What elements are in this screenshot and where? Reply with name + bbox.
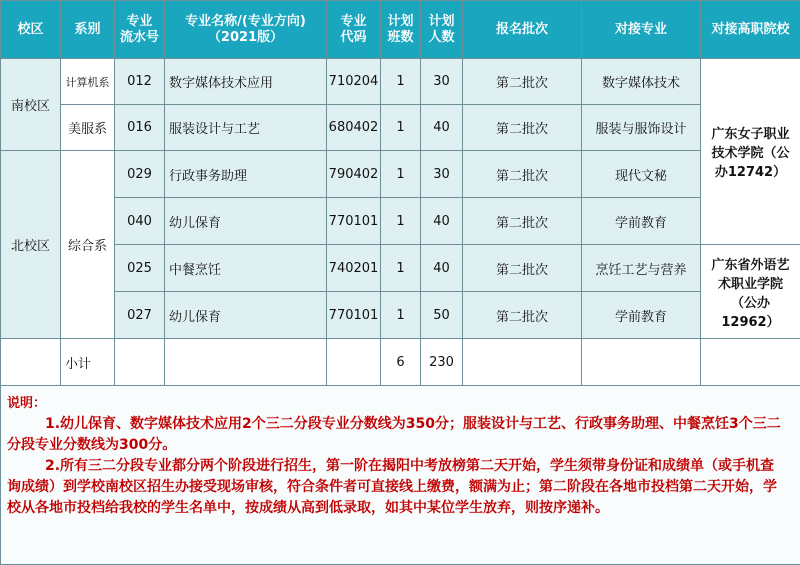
- target-major-cell: 学前教育: [582, 198, 701, 245]
- campus-cell: 南校区: [1, 59, 61, 151]
- serial-cell: 040: [115, 198, 165, 245]
- header-batch: 报名批次: [463, 1, 582, 59]
- target-major-cell: 烹饪工艺与营养: [582, 245, 701, 292]
- batch-cell: 第二批次: [463, 198, 582, 245]
- dept-cell: 综合系: [61, 151, 115, 339]
- major-cell: 幼儿保育: [165, 198, 327, 245]
- target-major-cell: 现代文秘: [582, 151, 701, 198]
- people-cell: 30: [421, 151, 463, 198]
- classes-cell: 1: [381, 292, 421, 339]
- target-school-cell: [701, 245, 800, 339]
- empty-cell: [1, 339, 61, 386]
- header-serial: 专业 流水号: [115, 1, 165, 59]
- header-target-school: 对接高职院校: [701, 1, 800, 59]
- classes-cell: 1: [381, 198, 421, 245]
- code-cell: 740201: [327, 245, 381, 292]
- header-target-major: 对接专业: [582, 1, 701, 59]
- serial-cell: 012: [115, 59, 165, 105]
- people-cell: 30: [421, 59, 463, 105]
- target-school-cell: [701, 59, 800, 245]
- serial-cell: 027: [115, 292, 165, 339]
- empty-cell: [115, 339, 165, 386]
- header-classes: 计划 班数: [381, 1, 421, 59]
- target-major-cell: 学前教育: [582, 292, 701, 339]
- subtotal-classes: 6: [381, 339, 421, 386]
- dept-cell: 美服系: [61, 105, 115, 151]
- empty-cell: [327, 339, 381, 386]
- table-row: [1, 198, 800, 245]
- target-school-text: 广东省外语艺术职业学院（公办12962）: [711, 258, 789, 330]
- note-paragraph-2: 2.所有三二分段专业都分两个阶段进行招生，第一阶在揭阳中考放榜第二天开始，学生须带身份证和成绩单（或手机查询成绩）到学校南校区招生办接受现场审核，符合条件者可直接线上缴费，额满为止；第二阶段在各地市投档第二天开始，学校从各地市投档给我校的学生名单中，按成绩从高到低录取，如其中某位学生放弃，则按序递补。: [7, 456, 782, 519]
- table-row: [1, 245, 800, 292]
- batch-cell: 第二批次: [463, 292, 582, 339]
- empty-cell: [582, 339, 701, 386]
- empty-cell: [701, 339, 800, 386]
- code-cell: 770101: [327, 292, 381, 339]
- header-campus: 校区: [1, 1, 61, 59]
- table-row: [1, 151, 800, 198]
- target-school-text: 广东女子职业技术学院（公办12742）: [711, 127, 789, 180]
- subtotal-label: 小计: [61, 339, 115, 386]
- header-major: 专业名称/(专业方向) （2021版）: [165, 1, 327, 59]
- people-cell: 50: [421, 292, 463, 339]
- empty-cell: [165, 339, 327, 386]
- subtotal-row: [1, 339, 800, 386]
- batch-cell: 第二批次: [463, 105, 582, 151]
- target-major-cell: 数字媒体技术: [582, 59, 701, 105]
- notes-title: 说明：: [7, 394, 782, 414]
- header-dept: 系别: [61, 1, 115, 59]
- table-row: [1, 105, 800, 151]
- major-cell: 服装设计与工艺: [165, 105, 327, 151]
- code-cell: 790402: [327, 151, 381, 198]
- classes-cell: 1: [381, 245, 421, 292]
- code-cell: 770101: [327, 198, 381, 245]
- major-cell: 数字媒体技术应用: [165, 59, 327, 105]
- notes-section: [1, 386, 800, 565]
- major-cell: 行政事务助理: [165, 151, 327, 198]
- major-cell: 幼儿保育: [165, 292, 327, 339]
- classes-cell: 1: [381, 151, 421, 198]
- people-cell: 40: [421, 245, 463, 292]
- empty-cell: [463, 339, 582, 386]
- classes-cell: 1: [381, 105, 421, 151]
- table-row: [1, 292, 800, 339]
- notes-row: [1, 386, 800, 565]
- serial-cell: 029: [115, 151, 165, 198]
- table-row: [1, 59, 800, 105]
- major-cell: 中餐烹饪: [165, 245, 327, 292]
- note-paragraph-1: 1.幼儿保育、数字媒体技术应用2个三二分段专业分数线为350分；服装设计与工艺、行政事务助理、中餐烹饪3个三二分段专业分数线为300分。: [7, 414, 782, 456]
- people-cell: 40: [421, 198, 463, 245]
- campus-cell: 北校区: [1, 151, 61, 339]
- serial-cell: 025: [115, 245, 165, 292]
- code-cell: 710204: [327, 59, 381, 105]
- header-people: 计划 人数: [421, 1, 463, 59]
- header-code: 专业 代码: [327, 1, 381, 59]
- people-cell: 40: [421, 105, 463, 151]
- batch-cell: 第二批次: [463, 59, 582, 105]
- subtotal-people: 230: [421, 339, 463, 386]
- classes-cell: 1: [381, 59, 421, 105]
- code-cell: 680402: [327, 105, 381, 151]
- batch-cell: 第二批次: [463, 151, 582, 198]
- target-major-cell: 服装与服饰设计: [582, 105, 701, 151]
- batch-cell: 第二批次: [463, 245, 582, 292]
- dept-cell: 计算机系: [61, 59, 115, 105]
- serial-cell: 016: [115, 105, 165, 151]
- header-row: [1, 1, 800, 59]
